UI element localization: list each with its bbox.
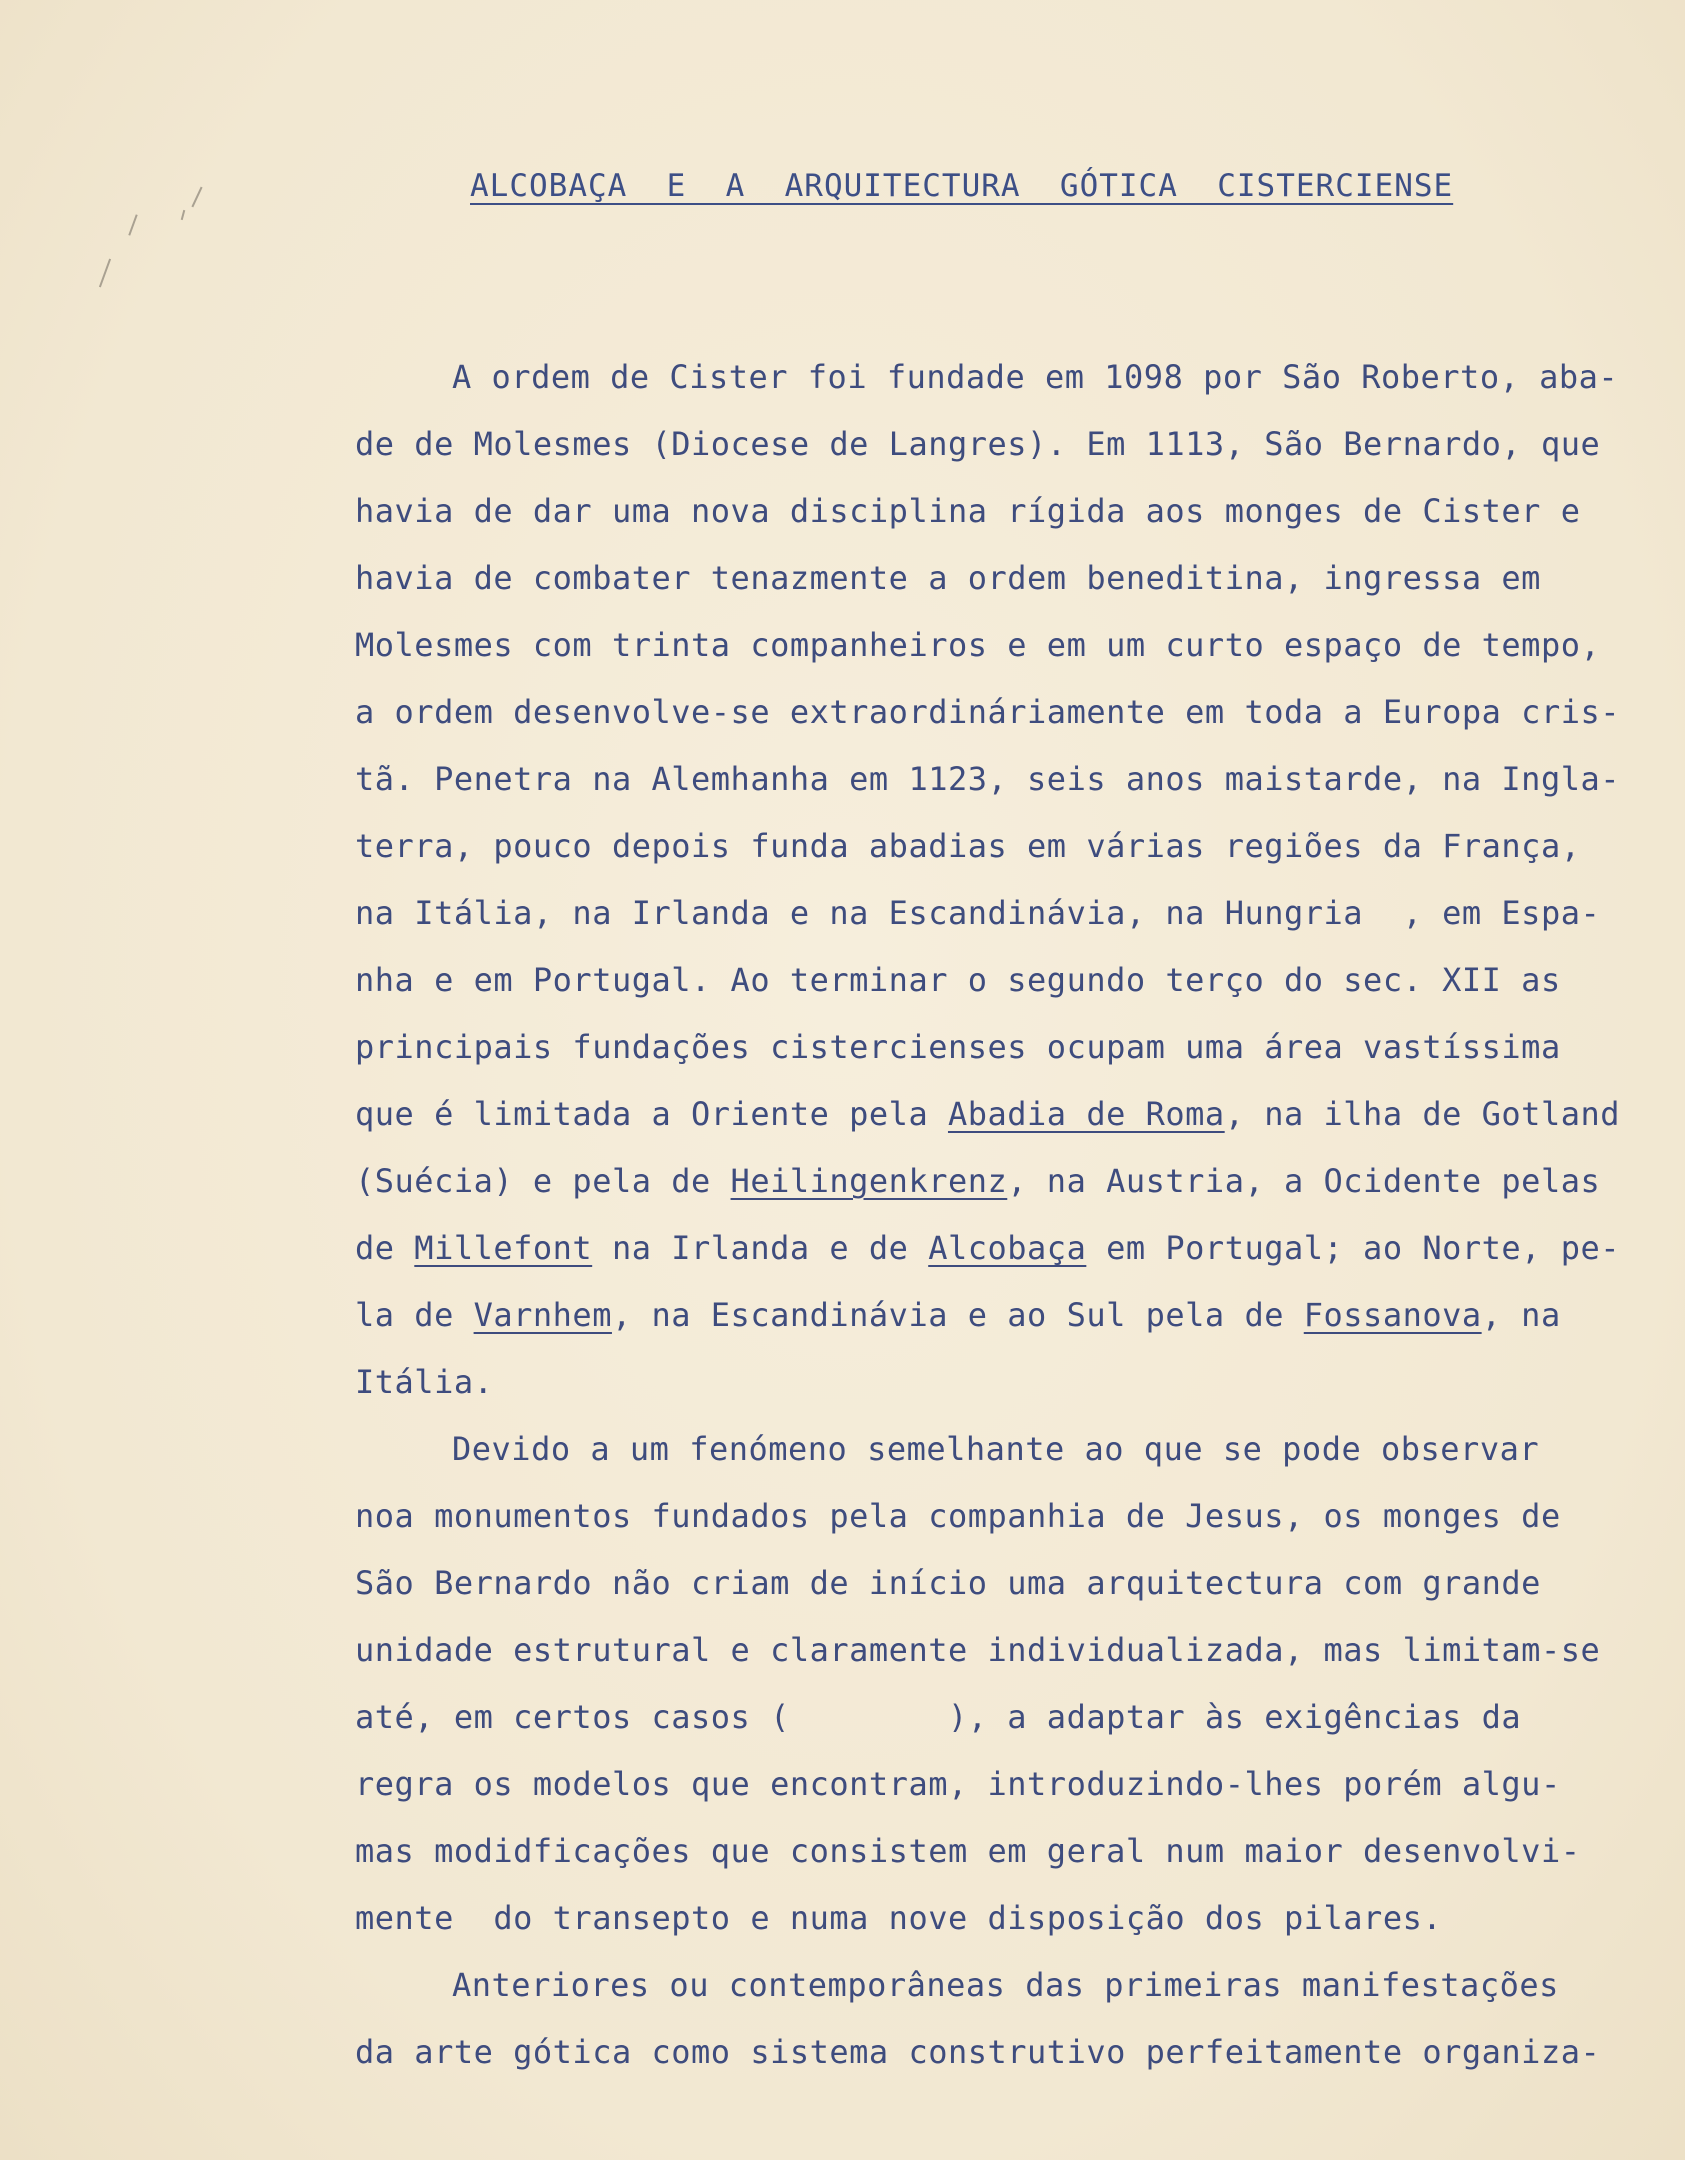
text-segment: terra, pouco depois funda abadias em várias regiões da França, [355,827,1581,865]
text-line [355,1698,1521,1736]
text-segment: Anteriores ou contemporâneas das primeiras manifestações [452,1966,1559,2004]
text-line [355,894,1600,932]
text-line [355,760,1620,798]
text-segment: na Itália, na Irlanda e na Escandinávia, na Hungria , em Espa- [355,894,1601,932]
text-line [452,1430,1539,1468]
text-segment: Itália. [355,1363,494,1401]
underlined-place-name: Alcobaça [928,1229,1087,1267]
text-segment: na Irlanda e de [592,1229,929,1267]
text-segment: em Portugal; ao Norte, pe- [1086,1229,1620,1267]
text-line [355,1028,1561,1066]
text-segment: Devido a um fenómeno semelhante ao que se pode observar [452,1430,1540,1468]
text-line [355,1832,1580,1870]
text-segment: unidade estrutural e claramente individualizada, mas limitam-se [355,1631,1601,1669]
text-line [355,1564,1541,1602]
text-segment: principais fundações cistercienses ocupam uma área vastíssima [355,1028,1561,1066]
text-segment: havia de dar uma nova disciplina rígida aos monges de Cister e [355,492,1581,530]
text-line [355,1095,1620,1133]
text-line [355,1296,1561,1334]
text-line [355,1631,1600,1669]
text-segment: a ordem desenvolve-se extraordináriamente em toda a Europa cris- [355,693,1620,731]
text-line [452,1966,1559,2004]
text-line [355,1497,1561,1535]
text-segment: tã. Penetra na Alemhanha em 1123, seis anos maistarde, na Ingla- [355,760,1620,798]
text-line [355,827,1580,865]
text-line [355,1765,1561,1803]
text-segment: que é limitada a Oriente pela [355,1095,948,1133]
text-segment: , na Escandinávia e ao Sul pela de [611,1296,1304,1334]
text-line [355,626,1600,664]
text-segment: mente do transepto e numa nove disposição dos pilares. [355,1899,1443,1937]
text-line [355,492,1580,530]
underlined-place-name: Millefont [414,1229,593,1267]
underlined-place-name: Varnhem [473,1296,612,1334]
text-line [355,1162,1600,1200]
document-title: ALCOBAÇA E A ARQUITECTURA GÓTICA CISTERCIENSE [470,168,1454,204]
text-segment: la de [355,1296,474,1334]
text-segment: , na [1481,1296,1561,1334]
text-segment: até, em certos casos ( ), a adaptar às exigências da [355,1698,1522,1736]
text-segment: regra os modelos que encontram, introduzindo-lhes porém algu- [355,1765,1561,1803]
pencil-mark [128,214,137,235]
text-segment: nha e em Portugal. Ao terminar o segundo terço do sec. XII as [355,961,1561,999]
text-segment: A ordem de Cister foi fundade em 1098 por São Roberto, aba- [452,358,1619,396]
text-segment: , na ilha de Gotland [1224,1095,1620,1133]
text-line [355,425,1600,463]
text-segment: (Suécia) e pela de [355,1162,731,1200]
pencil-mark [191,187,202,208]
text-line [355,1363,493,1401]
text-line [452,358,1618,396]
text-segment: , na Austria, a Ocidente pelas [1007,1162,1601,1200]
text-line [355,1229,1620,1267]
pencil-mark [181,210,186,220]
text-segment: de de Molesmes (Diocese de Langres). Em 1113, São Bernardo, que [355,425,1601,463]
underlined-place-name: Abadia de Roma [947,1095,1225,1133]
text-line [355,961,1561,999]
text-line [355,2033,1600,2071]
text-segment: noa monumentos fundados pela companhia de Jesus, os monges de [355,1497,1561,1535]
text-segment: mas modidficações que consistem em geral num maior desenvolvi- [355,1832,1581,1870]
text-line [355,559,1541,597]
text-line [355,1899,1442,1937]
text-segment: de [355,1229,415,1267]
text-segment: São Bernardo não criam de início uma arquitectura com grande [355,1564,1541,1602]
text-line [355,693,1620,731]
text-segment: da arte gótica como sistema construtivo perfeitamente organiza- [355,2033,1601,2071]
pencil-mark [99,259,111,288]
underlined-place-name: Fossanova [1303,1296,1482,1334]
text-segment: havia de combater tenazmente a ordem beneditina, ingressa em [355,559,1541,597]
underlined-place-name: Heilingenkrenz [730,1162,1008,1200]
text-segment: Molesmes com trinta companheiros e em um curto espaço de tempo, [355,626,1601,664]
